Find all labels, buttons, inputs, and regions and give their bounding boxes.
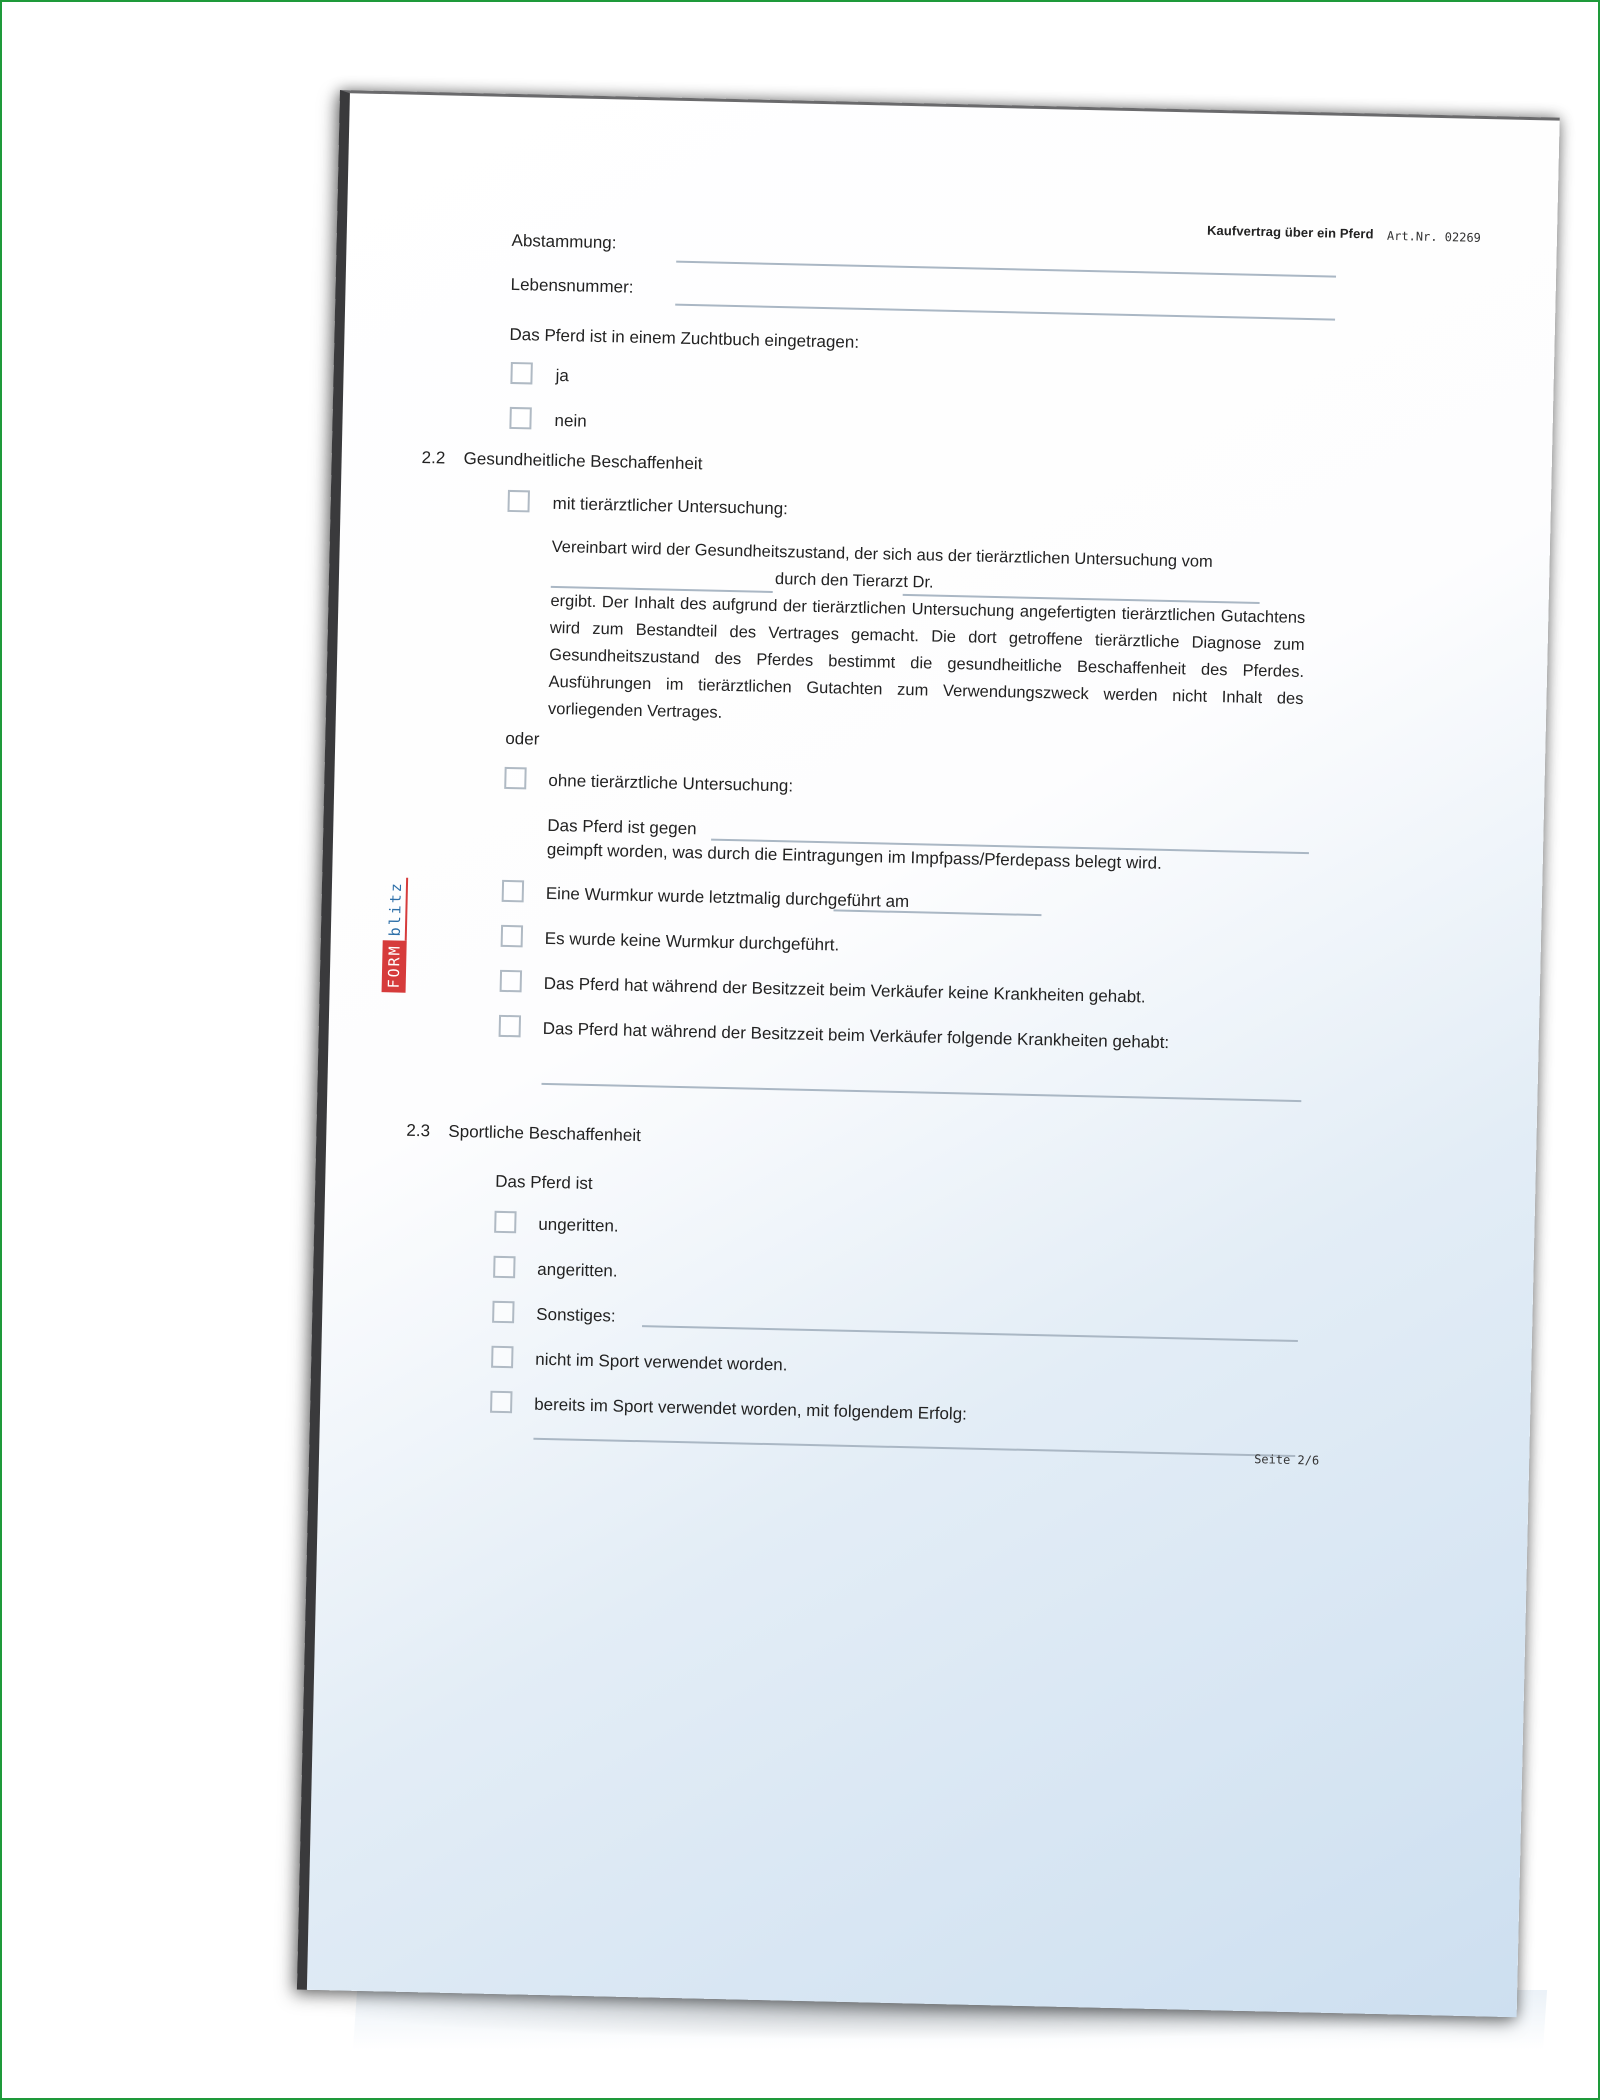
checkbox-diseases[interactable] <box>499 1015 521 1037</box>
lebensnummer-label: Lebensnummer: <box>510 274 634 297</box>
checkbox-sport-success[interactable] <box>490 1391 512 1413</box>
document-page <box>297 90 1560 2017</box>
vaccinated-suffix: geimpft worden, was durch die Eintragungen im Impfpass/Pferdepass belegt wird. <box>546 839 1163 873</box>
checkbox-ja[interactable] <box>510 362 532 384</box>
section-2-2-title: Gesundheitliche Beschaffenheit <box>463 448 703 474</box>
vaccinated-prefix: Das Pferd ist gegen <box>547 815 697 839</box>
checkbox-with-exam[interactable] <box>507 490 529 512</box>
other-field[interactable] <box>642 1325 1298 1342</box>
exam-paragraph-body: ergibt. Der Inhalt des aufgrund der tierärztlichen Untersuchung angefertigten tierärztlichen Gutachtens wird zum Bestandteil des Vertrages gemacht. Die dort getroffene tierärztliche Diagnose zum Gesundheitszustand des Pferdes bestimmt die gesundheitliche Beschaffenheit des Pferdes. Ausführungen im tierärztlichen Gutachten zum Verwendungszweck werden nicht Inhalt des vorliegenden Vertrages. <box>547 591 1306 722</box>
zuchtbuch-question: Das Pferd ist in einem Zuchtbuch eingetragen: <box>509 324 860 352</box>
formblitz-logo <box>382 842 409 993</box>
checkbox-other[interactable] <box>492 1301 514 1323</box>
other-label: Sonstiges: <box>536 1304 616 1326</box>
section-2-3-title: Sportliche Beschaffenheit <box>448 1121 642 1146</box>
sport-intro: Das Pferd ist <box>495 1171 593 1194</box>
option-nein-label: nein <box>554 410 587 431</box>
lebensnummer-field[interactable] <box>675 304 1335 321</box>
not-sport-label: nicht im Sport verwendet worden. <box>535 1349 788 1375</box>
exam-paragraph-line2: durch den Tierarzt Dr. <box>774 569 934 592</box>
section-2-3-number: 2.3 <box>406 1120 431 1141</box>
oder-text: oder <box>505 728 540 749</box>
checkbox-not-sport[interactable] <box>491 1346 513 1368</box>
abstammung-field[interactable] <box>676 261 1336 278</box>
checkbox-no-diseases[interactable] <box>500 970 522 992</box>
unridden-label: ungeritten. <box>538 1214 619 1236</box>
wurmkur-none-label: Es wurde keine Wurmkur durchgeführt. <box>544 928 840 955</box>
abstammung-label: Abstammung: <box>511 230 617 253</box>
logo-form-part: FORM <box>382 940 407 993</box>
wurmkur-done-label: Eine Wurmkur wurde letztmalig durchgeführt am <box>545 883 910 912</box>
without-exam-label: ohne tierärztliche Untersuchung: <box>548 770 794 796</box>
sport-success-label: bereits im Sport verwendet worden, mit folgendem Erfolg: <box>534 1394 968 1424</box>
section-2-2-number: 2.2 <box>421 447 446 468</box>
no-diseases-label: Das Pferd hat während der Besitzzeit beim Verkäufer keine Krankheiten gehabt. <box>543 973 1146 1007</box>
with-exam-label: mit tierärztlicher Untersuchung: <box>552 493 789 519</box>
page-number: Seite 2/6 <box>1254 1452 1320 1468</box>
exam-paragraph-line1: Vereinbart wird der Gesundheitszustand, der sich aus der tierärztlichen Untersuchung vom <box>551 537 1213 571</box>
diseases-label: Das Pferd hat während der Besitzzeit beim Verkäufer folgende Krankheiten gehabt: <box>542 1018 1170 1053</box>
article-number: Art.Nr. 02269 <box>1386 228 1482 245</box>
logo-blitz-part: blitz <box>383 877 408 941</box>
started-label: angeritten. <box>537 1259 618 1281</box>
checkbox-nein[interactable] <box>509 407 531 429</box>
checkbox-started[interactable] <box>493 1256 515 1278</box>
checkbox-wurmkur-done[interactable] <box>502 880 524 902</box>
sport-success-field[interactable] <box>533 1438 1295 1457</box>
checkbox-unridden[interactable] <box>494 1211 516 1233</box>
diseases-field[interactable] <box>541 1083 1301 1102</box>
checkbox-without-exam[interactable] <box>504 767 526 789</box>
checkbox-wurmkur-none[interactable] <box>501 925 523 947</box>
document-title: Kaufvertrag über ein Pferd <box>1206 222 1374 242</box>
option-ja-label: ja <box>555 365 570 386</box>
